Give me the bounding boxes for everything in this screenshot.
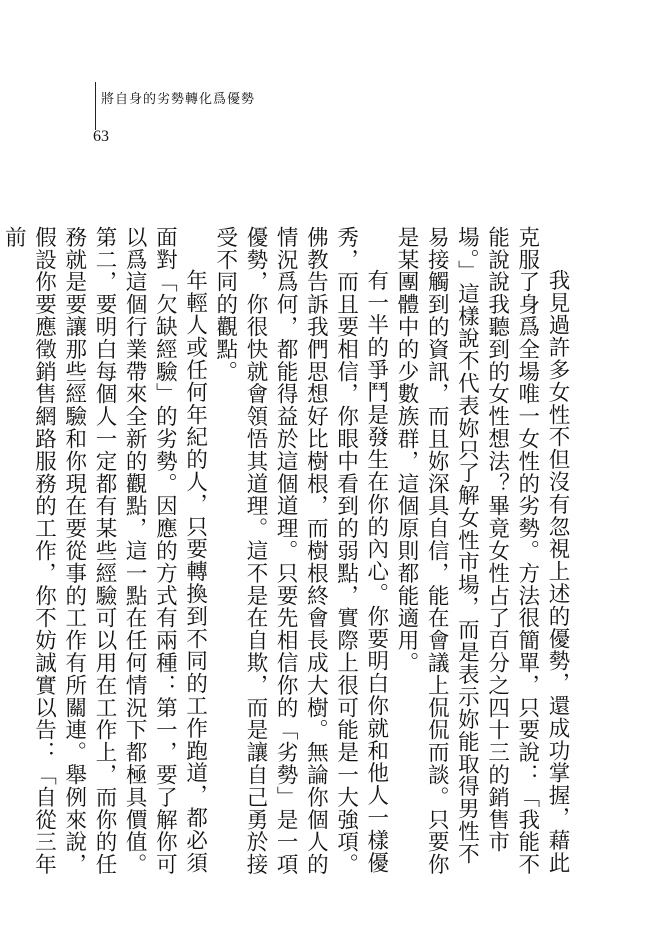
body-text (1, 226, 572, 882)
paragraph: 我見過許多女性不但沒有忽視上述的優勢，還成功掌握，藉此克服了身爲全場唯一女性的劣勢。方法很簡單，只要說：「我能不能說說我聽到的女性想法？畢竟女性占了百分之四十三的銷售市場。」這樣說不代表妳只了解女性市場，而是表示妳能取得男性不易接觸到的資訊，而且妳深具自信，能在會議上侃侃而談。只要你是某團體中的少數族群，這個原則都能適用。 (393, 226, 570, 876)
paragraph: 年輕人或任何年紀的人，只要轉換到不同的工作跑道，都必須面對「欠缺經驗」的劣勢。因應的方式有兩種：第一，要了解你可以爲這個行業帶來全新的觀點，這一點在任何情況下都極具價值。第二，要明白每個人一定都有某些經驗可以用在工作上，而你的任務就是要讓那些經驗和你現在要從事的工作有所關連。舉例來說，假設你要應徵銷售網路服務的工作，你不妨誠實以告：「自從三年前 (1, 226, 208, 876)
running-title: 將自身的劣勢轉化爲優勢 (101, 92, 256, 107)
page-number: 63 (93, 128, 109, 145)
paragraph: 有一半的爭鬥是發生在你的內心。你要明白你就和他人一樣優秀，而且要相信，你眼中看到的弱點，實際上很可能是一大強項。佛教告訴我們思想好比樹根，而樹根終會長成大樹。無論你個人的情況爲何，都能得益於這個道理。只要先相信你的「劣勢」是一項優勢，你很快就會領悟其道理。這不是在自欺，而是讓自己勇於接受不同的觀點。 (212, 226, 389, 876)
header-rule (95, 82, 96, 130)
